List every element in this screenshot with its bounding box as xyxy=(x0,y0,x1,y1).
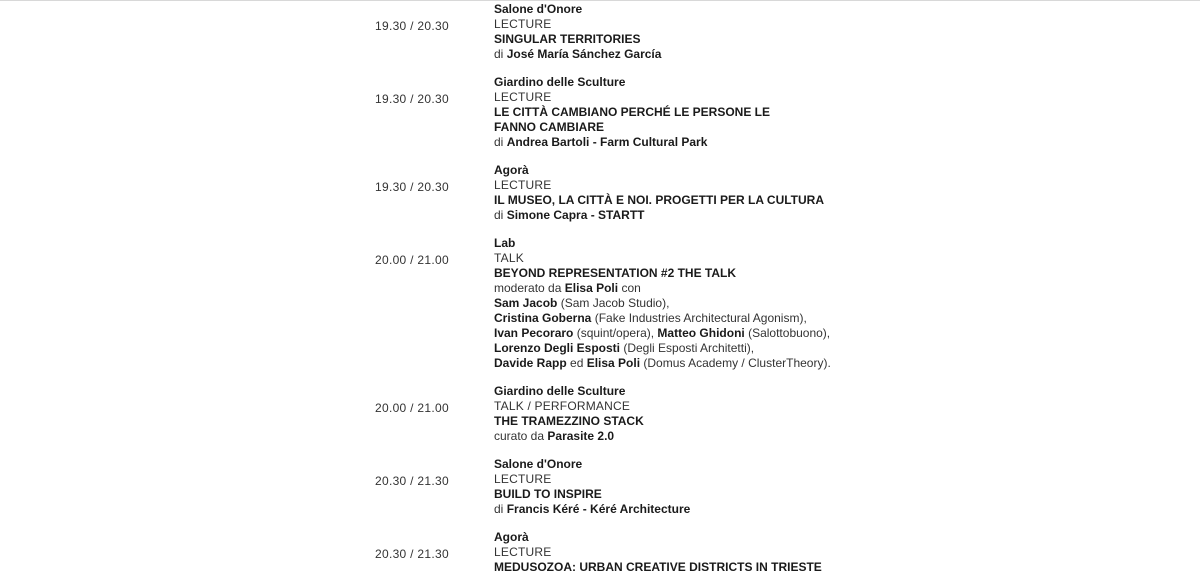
event-body xyxy=(494,163,854,223)
event-venue: Salone d'Onore xyxy=(494,457,583,471)
event-item xyxy=(0,384,1200,444)
credit-prefix: di xyxy=(494,502,504,516)
event-body xyxy=(494,457,854,517)
credit-prefix: curato da xyxy=(494,429,545,443)
participant-name: Ivan Pecoraro xyxy=(494,326,574,340)
moderator-prefix: moderato da xyxy=(494,281,562,295)
participant-line xyxy=(494,296,854,311)
credit-name: Andrea Bartoli - Farm Cultural Park xyxy=(506,135,708,149)
event-credit xyxy=(494,135,854,150)
participant-detail: (Domus Academy / ClusterTheory). xyxy=(640,356,831,370)
event-body xyxy=(494,384,854,444)
event-time: 20.30 / 21.30 xyxy=(375,474,449,488)
moderator-name: Elisa Poli xyxy=(564,281,619,295)
event-credit xyxy=(494,208,854,223)
participant-name: Sam Jacob xyxy=(494,296,558,310)
participant-detail: (squint/opera), xyxy=(573,326,658,340)
event-time: 20.00 / 21.00 xyxy=(375,253,449,267)
participant-line xyxy=(494,356,854,371)
event-type: LECTURE xyxy=(494,90,552,104)
credit-name: Simone Capra - STARTT xyxy=(506,208,645,222)
event-title: LE CITTÀ CAMBIANO PERCHÉ LE PERSONE LE FANNO CAMBIARE xyxy=(494,105,771,134)
credit-name: Parasite 2.0 xyxy=(547,429,615,443)
event-venue: Salone d'Onore xyxy=(494,2,583,16)
event-item xyxy=(0,236,1200,371)
event-body xyxy=(494,75,854,150)
event-venue: Agorà xyxy=(494,163,529,177)
event-type: TALK / PERFORMANCE xyxy=(494,399,631,413)
event-item xyxy=(0,75,1200,150)
credit-name: Francis Kéré - Kéré Architecture xyxy=(506,502,691,516)
event-title: IL MUSEO, LA CITTÀ E NOI. PROGETTI PER LA CULTURA xyxy=(494,193,824,207)
event-moderator xyxy=(494,281,854,296)
event-type: TALK xyxy=(494,251,524,265)
event-time: 20.30 / 21.30 xyxy=(375,547,449,561)
event-venue: Giardino delle Sculture xyxy=(494,75,626,89)
event-body xyxy=(494,2,854,62)
top-divider xyxy=(0,0,1200,1)
event-body xyxy=(494,530,854,575)
event-venue: Giardino delle Sculture xyxy=(494,384,626,398)
event-time: 19.30 / 20.30 xyxy=(375,180,449,194)
event-title: MEDUSOZOA: URBAN CREATIVE DISTRICTS IN TRIESTE xyxy=(494,560,822,574)
event-type: LECTURE xyxy=(494,545,552,559)
participant-name: Lorenzo Degli Esposti xyxy=(494,341,621,355)
participant-line xyxy=(494,326,854,341)
participant-detail: ed xyxy=(566,356,587,370)
event-type: LECTURE xyxy=(494,178,552,192)
event-time: 20.00 / 21.00 xyxy=(375,401,449,415)
event-venue: Agorà xyxy=(494,530,529,544)
event-credit xyxy=(494,429,854,444)
event-credit xyxy=(494,502,854,517)
participant-name: Davide Rapp xyxy=(494,356,567,370)
participant-detail: (Degli Esposti Architetti), xyxy=(620,341,755,355)
credit-prefix: di xyxy=(494,47,504,61)
event-schedule xyxy=(0,2,1200,588)
event-credit xyxy=(494,47,854,62)
event-title: SINGULAR TERRITORIES xyxy=(494,32,641,46)
event-item xyxy=(0,530,1200,575)
event-venue: Lab xyxy=(494,236,516,250)
event-title: BEYOND REPRESENTATION #2 THE TALK xyxy=(494,266,737,280)
credit-prefix: di xyxy=(494,135,504,149)
event-item xyxy=(0,2,1200,62)
event-time: 19.30 / 20.30 xyxy=(375,19,449,33)
event-title: THE TRAMEZZINO STACK xyxy=(494,414,644,428)
event-type: LECTURE xyxy=(494,17,552,31)
participant-line xyxy=(494,341,854,356)
participant-name: Elisa Poli xyxy=(586,356,641,370)
credit-prefix: di xyxy=(494,208,504,222)
event-time: 19.30 / 20.30 xyxy=(375,92,449,106)
participant-line xyxy=(494,311,854,326)
event-item xyxy=(0,457,1200,517)
event-type: LECTURE xyxy=(494,472,552,486)
credit-name: José María Sánchez García xyxy=(506,47,662,61)
event-body xyxy=(494,236,854,371)
participant-detail: (Fake Industries Architectural Agonism), xyxy=(591,311,807,325)
moderator-suffix: con xyxy=(621,281,641,295)
participant-name: Matteo Ghidoni xyxy=(657,326,745,340)
participant-detail: (Sam Jacob Studio), xyxy=(557,296,670,310)
event-title: BUILD TO INSPIRE xyxy=(494,487,602,501)
event-item xyxy=(0,163,1200,223)
participant-detail: (Salottobuono), xyxy=(744,326,831,340)
participant-name: Cristina Goberna xyxy=(494,311,592,325)
